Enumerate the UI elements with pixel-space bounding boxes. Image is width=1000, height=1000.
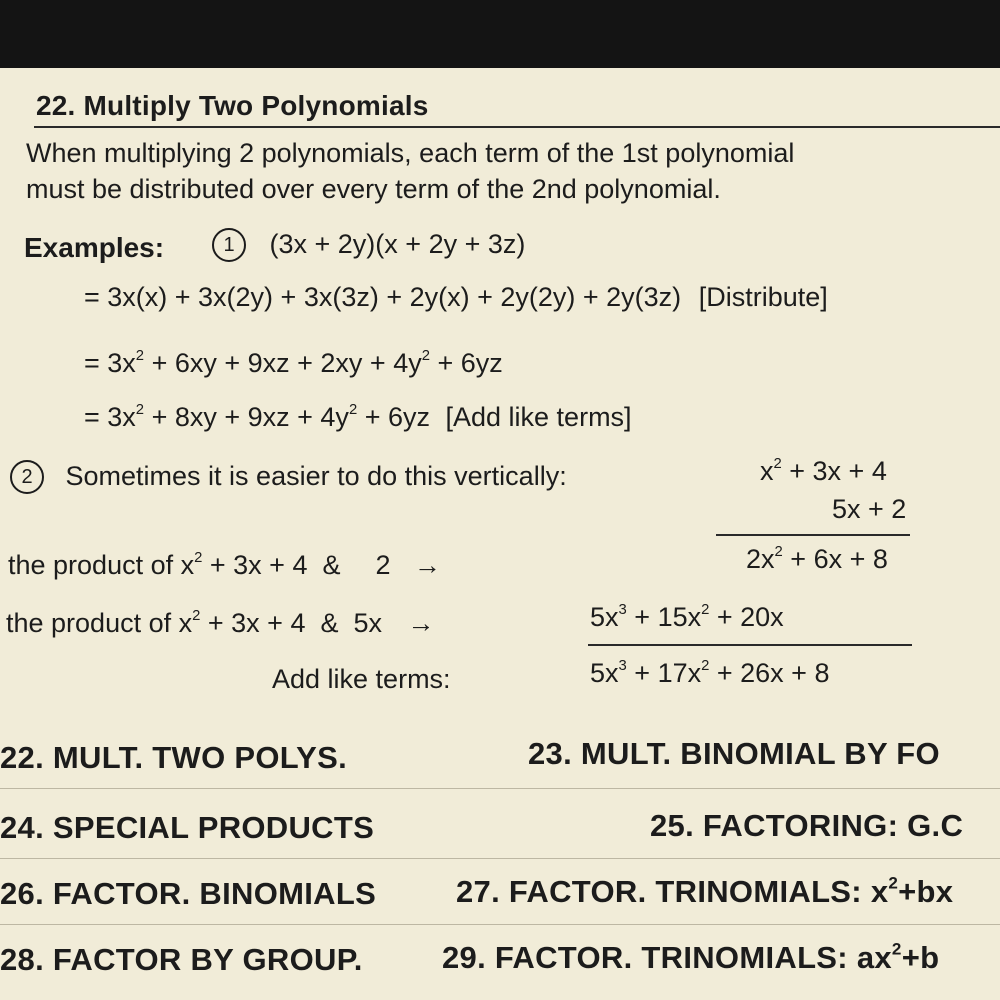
section-title: 22. Multiply Two Polynomials	[36, 90, 429, 121]
step-1-expression: = 3x(x) + 3x(2y) + 3x(3z) + 2y(x) + 2y(2y) + 2y(3z)	[84, 282, 682, 312]
example-2-marker: 2	[10, 460, 44, 494]
toc-item-28: 28. FACTOR BY GROUP.	[0, 942, 363, 977]
toc-item-25: 25. FACTORING: G.C	[650, 808, 964, 843]
product-1-factor: 2	[375, 550, 391, 580]
example-1-step-1	[84, 282, 828, 313]
example-1	[212, 228, 525, 262]
reference-card	[0, 68, 1000, 1000]
product-2-arrow: →	[407, 608, 435, 638]
toc-item-27-label: 27. FACTOR. TRINOMIALS: x	[456, 874, 889, 909]
product-line-1: the product of $x^2 + 3x + 4$ & 2 →	[8, 550, 442, 580]
toc-item-29: 29. FACTOR. TRINOMIALS: $ax^2+b$	[442, 939, 940, 975]
toc-item-26: 26. FACTOR. BINOMIALS	[0, 876, 377, 911]
toc-divider-3	[0, 924, 1000, 925]
intro-line-1: When multiplying 2 polynomials, each term of the 1st polynomial	[26, 138, 795, 168]
toc-item-24: 24. SPECIAL PRODUCTS	[0, 810, 375, 845]
partial-product-2: $5x^3 + 15x^2 + 20x$	[590, 602, 784, 632]
example-2-text: Sometimes it is easier to do this vertically:	[65, 461, 567, 491]
vertical-rule-1	[716, 534, 910, 536]
product-2-prefix: the product of x	[6, 608, 193, 638]
product-1-prefix: the product of x	[8, 550, 195, 580]
vertical-top-polynomial: $x^2 + 3x + 4$	[760, 456, 887, 486]
step-1-note: [Distribute]	[698, 282, 828, 312]
vertical-rule-2	[588, 644, 912, 646]
example-1-step-3: = $3x^2 + 8xy + 9xz + 4y^2 + 6yz$ [Add like terms]	[84, 402, 632, 432]
example-2-intro	[10, 460, 567, 494]
example-1-step-2: = $3x^2 + 6xy + 9xz + 2xy + 4y^2 + 6yz$	[84, 348, 503, 378]
toc-item-27: 27. FACTOR. TRINOMIALS: $x^2+bx$	[456, 873, 954, 909]
toc-item-23: 23. MULT. BINOMIAL BY FO	[528, 736, 940, 771]
step-3-note: [Add like terms]	[445, 402, 632, 432]
product-2-mid: + 3x + 4 &	[200, 608, 354, 638]
vertical-bottom-polynomial: 5x + 2	[832, 494, 907, 524]
toc-divider-2	[0, 858, 1000, 859]
partial-product-1: $2x^2 + 6x + 8$	[746, 544, 888, 574]
intro-line-2: must be distributed over every term of the 2nd polynomial.	[26, 174, 721, 204]
toc-item-29-tail: +b	[901, 940, 940, 975]
toc-divider-1	[0, 788, 1000, 789]
add-like-terms-label: Add like terms:	[272, 664, 451, 694]
toc-item-22: 22. MULT. TWO POLYS.	[0, 740, 348, 775]
examples-label: Examples:	[24, 232, 165, 263]
product-1-mid: + 3x + 4 &	[202, 550, 356, 580]
product-line-2: the product of $x^2 + 3x + 4$ & 5x →	[6, 608, 435, 638]
final-product: $5x^3 + 17x^2 + 26x + 8$	[590, 658, 830, 688]
title-underline	[34, 126, 1000, 128]
toc-item-29-label: 29. FACTOR. TRINOMIALS: ax	[442, 940, 892, 975]
example-1-marker: 1	[212, 228, 246, 262]
example-1-expression: (3x + 2y)(x + 2y + 3z)	[269, 229, 526, 259]
product-1-arrow: →	[414, 550, 442, 580]
product-2-factor: 5x	[353, 608, 383, 638]
toc-item-27-tail: +bx	[898, 874, 954, 909]
